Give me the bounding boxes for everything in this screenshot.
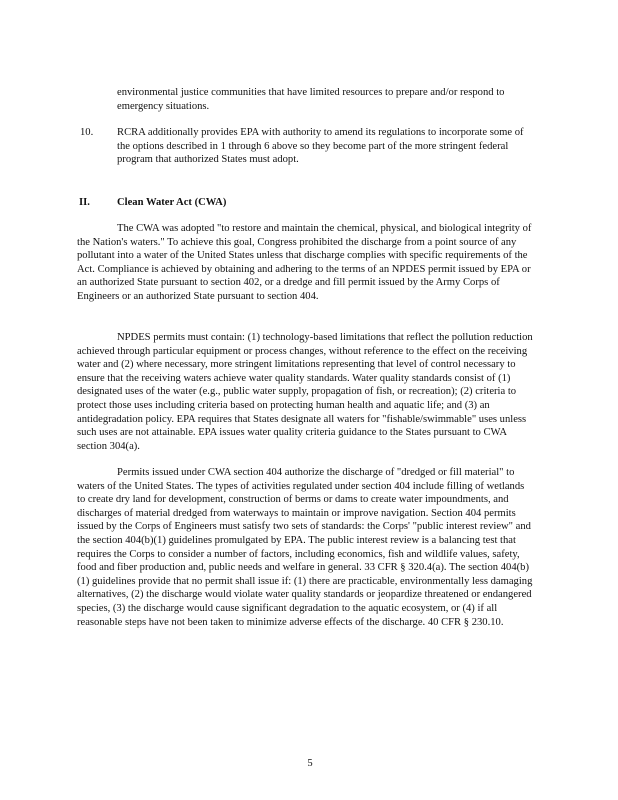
continuation-paragraph: environmental justice communities that have limited resources to prepare and/or respond to emergency situations. (117, 87, 505, 112)
item-number-10: 10. (80, 127, 94, 138)
item-10-paragraph: RCRA additionally provides EPA with authority to amend its regulations to incorporate some of the options described in 1 through 6 above so they become part of the more stringent federal program that authorized States must adopt. (117, 127, 524, 166)
page-number: 5 (307, 758, 313, 769)
body-paragraph-npdes-permits: NPDES permits must contain: (1) technology-based limitations that reflect the pollution reduction achieved through particular equipment or process changes, without reference to the effect on the receiving water and (2) where necessary, more stringent limitations representing that level of control necessary to ensure that the receiving waters achieve water quality standards. Water quality standards consist of (1) designated uses of the water (e.g., public water supply, propagation of fish, or recreation); (2) criteria to protect those uses including criteria based on protecting human health and aquatic life; and (3) an antidegradation policy. EPA requires that States designate all waters for "fishable/swimmable" uses unless such uses are not attainable. EPA issues water quality criteria guidance to the States pursuant to CWA section 304(a). (77, 332, 533, 452)
section-heading: Clean Water Act (CWA) (117, 197, 227, 208)
body-paragraph-cwa-purpose: The CWA was adopted "to restore and maintain the chemical, physical, and biological integrity of the Nation's waters." To achieve this goal, Congress prohibited the discharge from a point source of any pollutant into a water of the United States unless that discharge complies with specific requirements of the Act. Compliance is achieved by obtaining and adhering to the terms of an NPDES permit issued by EPA or an authorized State pursuant to section 402, or a dredge and fill permit issued by the Army Corps of Engineers or an authorized State pursuant to section 404. (77, 223, 532, 302)
body-paragraph-section-404: Permits issued under CWA section 404 authorize the discharge of "dredged or fill material" to waters of the United States. The types of activities regulated under section 404 include filling of wetlands to create dry land for development, construction of berms or dams to create water impoundments, and discharges of material dredged from waterways to maintain or improve navigation. Section 404 permits issued by the Corps of Engineers must satisfy two sets of standards: the Corps' "public interest review" and the section 404(b)(1) guidelines promulgated by EPA. The public interest review is a balancing test that requires the Corps to consider a number of factors, including economics, fish and wildlife values, safety, food and fiber production and, public needs and welfare in general. 33 CFR § 320.4(a). The section 404(b)(1) guidelines provide that no permit shall issue if: (1) there are practicable, environmentally less damaging alternatives, (2) the discharge would violate water quality standards or jeopardize threatened or endangered species, (3) the discharge would cause significant degradation to the aquatic ecosystem, or (4) if all reasonable steps have not been taken to minimize adverse effects of the discharge. 40 CFR § 230.10. (77, 467, 533, 628)
section-number: II. (79, 197, 90, 208)
